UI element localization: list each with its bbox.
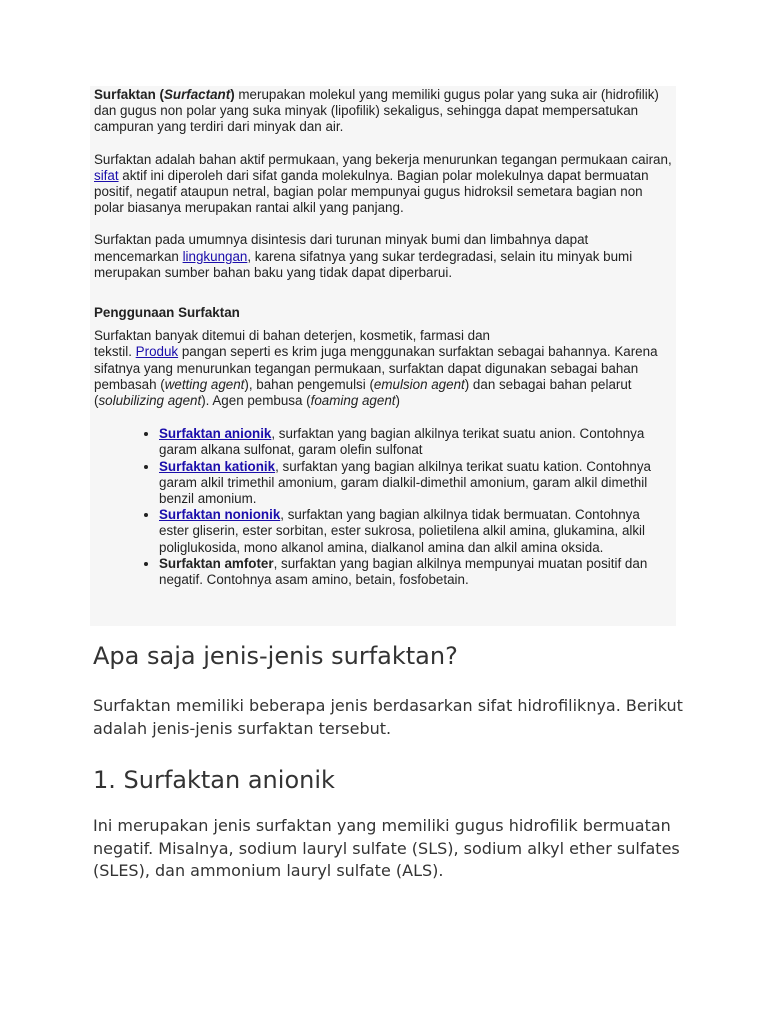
- origin-paragraph: [94, 232, 672, 281]
- usage-line-1: Surfaktan banyak ditemui di bahan deterjen, kosmetik, farmasi dan: [94, 328, 490, 344]
- quoted-excerpt: [90, 86, 676, 626]
- nonionik-link[interactable]: Surfaktan nonionik: [159, 507, 281, 523]
- property-text-start: Surfaktan adalah bahan aktif permukaan, yang bekerja menurunkan tegangan permukaan cairan,: [94, 151, 672, 167]
- article-body: [93, 640, 693, 883]
- anionik-link[interactable]: Surfaktan anionik: [159, 426, 272, 442]
- produk-link[interactable]: Produk: [135, 344, 179, 360]
- usage-heading: Penggunaan Surfaktan: [94, 305, 240, 321]
- solubilizing-agent-term: solubilizing agent: [98, 393, 202, 409]
- definition-text: merupakan molekul yang memiliki gugus polar yang suka air (hidrofilik) dan gugus non polar yang suka minyak (lipofilik) sekaligus, sehingga dapat mempersatukan campuran yang terdiri dari minyak dan air.: [94, 87, 659, 135]
- list-item-desc: , surfaktan yang bagian alkilnya terikat suatu kation. Contohnya garam alkil trimethil amonium, garam dialkil-dimethil amonium, garam alkil dimethil benzil amonium.: [159, 458, 652, 507]
- subsection-heading: 1. Surfaktan anionik: [93, 766, 335, 794]
- sifat-link[interactable]: sifat: [94, 167, 119, 183]
- kationik-link[interactable]: Surfaktan kationik: [159, 458, 276, 474]
- origin-text-end: , karena sifatnya yang sukar terdegradasi, selain itu minyak bumi merupakan sumber bahan baku yang tidak dapat diperbarui.: [94, 248, 633, 280]
- list-item: [159, 556, 672, 588]
- usage-text: pangan seperti es krim juga menggunakan surfaktan sebagai bahannya. Karena sifatnya yang menurunkan tegangan permukaan, surfaktan dapat digunakan sebagai bahan pembasah (: [94, 344, 658, 392]
- section-heading: Apa saja jenis-jenis surfaktan?: [93, 642, 458, 670]
- usage-paragraph: [94, 328, 672, 409]
- usage-text-4: ). Agen pembusa (: [201, 393, 311, 409]
- list-item: [159, 507, 672, 556]
- wetting-agent-term: wetting agent: [164, 376, 245, 392]
- list-item: [159, 459, 672, 508]
- usage-text-3: ) dan sebagai bahan pelarut (: [94, 376, 632, 409]
- list-item: [159, 426, 672, 458]
- emulsion-agent-term: emulsion agent: [373, 376, 465, 392]
- surfactant-types-list: [94, 426, 672, 588]
- usage-text-5: ): [395, 393, 400, 409]
- anionik-paragraph: Ini merupakan jenis surfaktan yang memiliki gugus hidrofilik bermuatan negatif. Misalnya, sodium lauryl sulfate (SLS), sodium alkyl ether sulfates (SLES), dan ammonium lauryl sulfate (ALS).: [93, 816, 680, 880]
- term-bold: [94, 87, 235, 102]
- term-italic: Surfactant: [163, 87, 231, 102]
- list-item-desc: , surfaktan yang bagian alkilnya terikat suatu anion. Contohnya garam alkana sulfonat, garam olefin sulfonat: [159, 426, 645, 458]
- origin-text-start: Surfaktan pada umumnya disintesis dari turunan minyak bumi dan limbahnya dapat mencemarkan: [94, 232, 589, 264]
- list-item-desc: , surfaktan yang bagian alkilnya tidak bermuatan. Contohnya ester gliserin, ester sorbitan, ester sukrosa, polietilena alkil amina, glukamina, alkil poliglukosida, mono alkanol amina, dialkanol amina dan alkil amina oksida.: [159, 507, 646, 555]
- usage-line-2-start: tekstil.: [94, 344, 136, 360]
- property-paragraph: [94, 152, 672, 217]
- foaming-agent-term: foaming agent: [310, 393, 396, 409]
- intro-paragraph: Surfaktan memiliki beberapa jenis berdasarkan sifat hidrofiliknya. Berikut adalah jenis-jenis surfaktan tersebut.: [93, 696, 683, 738]
- term-label: Surfaktan (: [94, 87, 164, 102]
- amfoter-term: Surfaktan amfoter: [159, 555, 274, 571]
- list-item-desc: , surfaktan yang bagian alkilnya mempunyai muatan positif dan negatif. Contohnya asam amino, betain, fosfobetain.: [159, 555, 648, 588]
- term-close: ): [230, 87, 235, 102]
- definition-paragraph: [94, 87, 672, 136]
- usage-text-2: ), bahan pengemulsi (: [244, 376, 374, 392]
- property-text-end: aktif ini diperoleh dari sifat ganda molekulnya. Bagian polar molekulnya dapat bermuatan positif, negatif ataupun netral, bagian polar mempunyai gugus hidroksil semetara bagian non polar biasanya merupakan rantai alkil yang panjang.: [94, 167, 649, 216]
- lingkungan-link[interactable]: lingkungan: [182, 248, 248, 264]
